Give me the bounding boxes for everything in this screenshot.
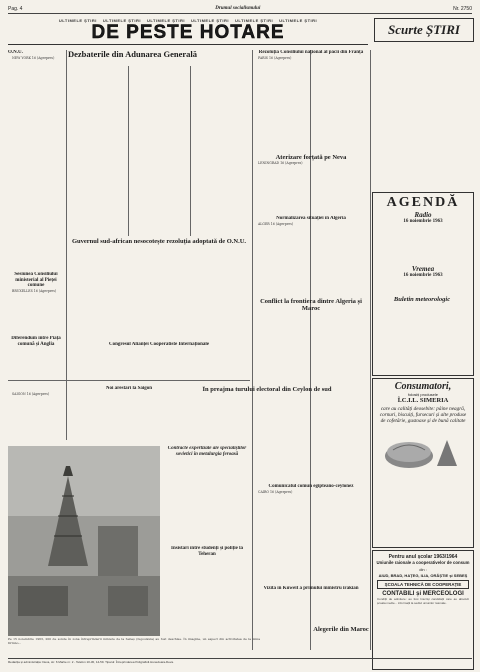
column-rule xyxy=(128,66,129,236)
article-title: Aterizare forțată pe Neva xyxy=(275,154,347,161)
dateline: BRUXELLES 16 (Agerpres) xyxy=(12,288,57,293)
article-title: Dezbaterile din Adunarea Generală xyxy=(68,50,197,59)
dateline: LENINGRAD 16 (Agerpres) xyxy=(258,161,303,166)
kicker: ULTIMELE ȘTIRI xyxy=(191,18,230,23)
article-onu xyxy=(8,50,64,270)
ad2-line3: din : xyxy=(419,567,427,572)
article-title: Rezoluția Consiliului național al păcii din Franța xyxy=(258,50,364,55)
newspaper-name: Drumul socialismului xyxy=(215,6,261,11)
ad-title: Consumatori, xyxy=(394,381,452,392)
agenda-filler xyxy=(373,225,473,265)
ad-subtitle: folosiți produsele xyxy=(407,392,439,397)
agenda-section: Vremea xyxy=(411,264,435,273)
page-header xyxy=(8,6,472,14)
ad2-line4: AIUD, BRAD, HAȚEG, ILIA, ORĂȘTIE și SEBEȘ xyxy=(378,573,468,578)
dateline: NEW YORK 16 (Agerpres) xyxy=(12,55,55,60)
dateline: SAIGON 16 (Agerpres) xyxy=(12,391,50,396)
article-congres xyxy=(68,342,250,354)
article-sovietici xyxy=(164,446,250,636)
article-neva xyxy=(254,154,368,174)
article-comunicat xyxy=(254,484,368,502)
article-title: Normalizarea situației în Algeria xyxy=(276,216,346,221)
article-ceylon xyxy=(164,386,370,398)
kicker: ULTIMELE ȘTIRI xyxy=(235,18,274,23)
article-sesiune xyxy=(8,272,64,332)
article-guvernul xyxy=(68,238,250,258)
article-title: În preajma turului electoral din Ceylon de sud xyxy=(202,386,332,393)
banner-title: DE PESTE HOTARE xyxy=(91,22,285,43)
newspaper-page xyxy=(8,6,472,666)
article-alegeri xyxy=(312,626,370,640)
ad-cooperatie xyxy=(372,550,474,670)
ad2-line6: CONTABILI și MERCEOLOGI xyxy=(382,591,464,597)
article-title: Conflict la frontiera dintre Algeria și Maroc xyxy=(260,298,362,312)
column-rule xyxy=(370,50,371,650)
agenda-section-date: 16 noiembrie 1963 xyxy=(403,272,443,278)
photo-caption: Pe 15 noiembrie 1963, 200 de sonde în zona întreprinderii miniere de la Sebeș (Iugoslavia) au fost deschise. În imagine, un aspect din activitatea de la mina Drmno... xyxy=(8,637,260,645)
article-algeria xyxy=(254,216,368,236)
article-franta xyxy=(254,50,368,74)
article-title: Alegerile din Maroc xyxy=(313,626,369,633)
article-title: Contracte expertizate ale specialiștilor sovietici în metalurgia feroasă xyxy=(167,446,247,457)
article-diferendum xyxy=(8,336,64,376)
ad-icil-simeria xyxy=(372,378,474,548)
dateline: ALGER 16 (Agerpres) xyxy=(258,221,294,226)
agenda-subtitle: Radio xyxy=(414,211,432,219)
page-number: Pag. 4 xyxy=(8,6,23,12)
short-news-title: Scurte ȘTIRI xyxy=(388,22,460,37)
ad2-line2: Uniunile raionale a cooperativelor de consum xyxy=(376,560,470,565)
article-title: Noi arestări la Saigon xyxy=(105,386,153,391)
article-title: Insistări între studenți și poliție la Teheran xyxy=(171,546,243,557)
bread-icon xyxy=(373,426,469,474)
article-title: Guvernul sud-african nesocotește rezoluția adoptată de O.N.U. xyxy=(71,238,247,245)
article-title: Comunicatul comun egipteano-ceylonez xyxy=(268,484,354,489)
agenda-date: 16 noiembrie 1963 xyxy=(403,219,443,224)
issue-number: Nr. 2750 xyxy=(453,6,472,12)
article-kicker: O.N.U. xyxy=(8,50,23,55)
section-rule xyxy=(8,380,250,381)
article-title: Vizita în Kuweit a primului ministru irakian xyxy=(263,586,359,591)
article-title: Diferendum între Piața comună și Anglia xyxy=(11,336,61,347)
page-footer: Redacția și administrația: Deva, str. 6 Martie nr. 2 - Telefon 10-30, 14-59. Tiparul: Întreprinderea Poligrafică Hunedoara-Deva. xyxy=(8,658,472,664)
article-insistari xyxy=(164,546,250,566)
kicker: ULTIMELE ȘTIRI xyxy=(146,18,185,23)
ad-text: care au calități deosebite: pâine neagră, cornuri, biscuiți, fursecuri și alte produse de cofetărie, gustoase și de bună calitate xyxy=(379,406,467,425)
buletin-meteo xyxy=(374,296,470,316)
dateline: CAIRO 16 (Agerpres) xyxy=(258,489,293,494)
buletin-title: Buletin meteorologic xyxy=(393,296,451,303)
column-rule xyxy=(190,66,191,236)
agenda-box xyxy=(372,192,474,376)
kicker: ULTIMELE ȘTIRI xyxy=(58,18,97,23)
kicker: ULTIMELE ȘTIRI xyxy=(102,18,141,23)
article-title: Sesiunea Consiliului ministerial al Pieței comune xyxy=(14,272,58,288)
article-title: Congresul Alianței Cooperatiste Internaționale xyxy=(108,342,210,347)
article-kuweit xyxy=(254,586,368,598)
mine-photo-icon xyxy=(8,446,160,636)
section-banner xyxy=(8,18,368,44)
column-rule xyxy=(252,50,253,650)
ad2-line1: Pentru anul școlar 1963/1964 xyxy=(388,554,458,560)
short-news-box xyxy=(374,18,474,42)
news-photo xyxy=(8,446,160,636)
kicker: ULTIMELE ȘTIRI xyxy=(279,18,318,23)
dateline: PARIS 16 (Agerpres) xyxy=(258,55,292,60)
banner-rule xyxy=(8,44,368,45)
column-rule xyxy=(66,50,67,440)
ad2-note: Condiții de admitere: au fost înscriși candidații care au absolvit școala medie... informații la sediul uniunilor raionale. xyxy=(377,597,469,605)
article-maroc xyxy=(254,298,368,312)
ad2-line5: ȘCOALA TEHNICĂ DE COOPERAȚIE xyxy=(377,580,469,589)
column-rule xyxy=(310,50,311,650)
ad-brand: Î.C.I.L. SIMERIA xyxy=(397,397,449,404)
agenda-title: AGENDĂ xyxy=(386,195,460,210)
